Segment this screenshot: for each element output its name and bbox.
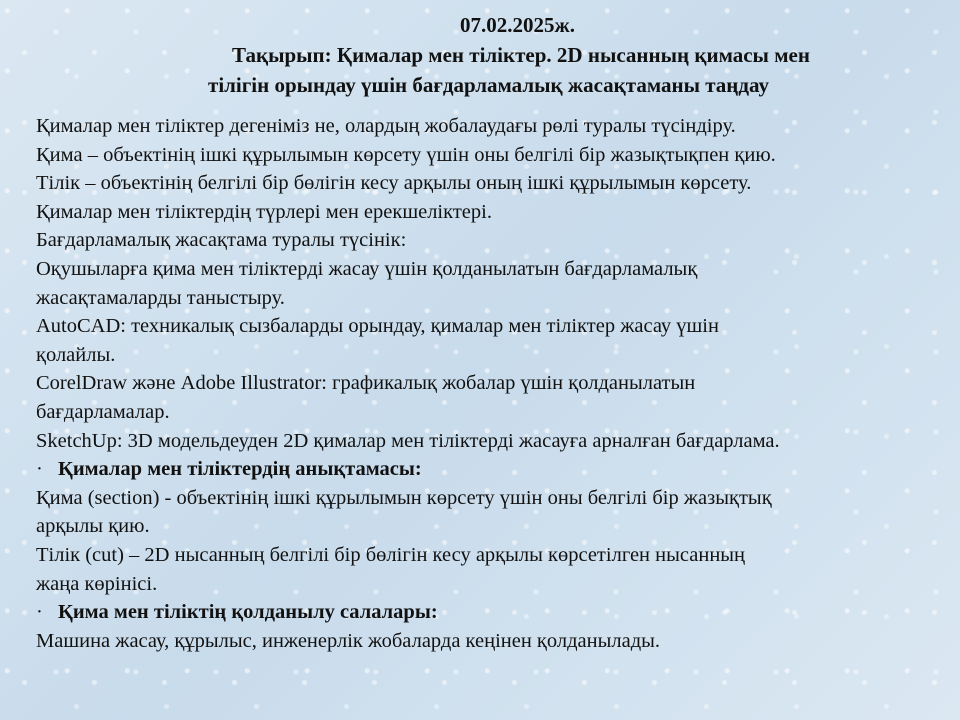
bullet-dot: · (36, 601, 43, 624)
body-line: жасақтамаларды таныстыру. (36, 286, 285, 309)
body-line: Бағдарламалық жасақтама туралы түсінік: (36, 229, 407, 252)
body-line: CorelDraw және Adobe Illustrator: графикалық жобалар үшін қолданылатын (36, 372, 696, 395)
body-line: Тілік – объектінің белгілі бір бөлігін кесу арқылы оның ішкі құрылымын көрсету. (36, 172, 752, 195)
body-line: қолайлы. (36, 343, 116, 366)
bullet-heading-text: Қима мен тіліктің қолданылу салалары: (58, 601, 438, 624)
lesson-title-line-1: Тақырып: Қималар мен тіліктер. 2D нысанның қимасы мен (232, 43, 810, 67)
body-line: Қималар мен тіліктердің түрлері мен ерекшеліктері. (36, 200, 492, 223)
body-line: Машина жасау, құрылыс, инженерлік жобаларда кеңінен қолданылады. (36, 629, 661, 652)
slide-header (0, 10, 960, 100)
body-line: Қималар мен тіліктер дегеніміз не, олардың жобалаудағы рөлі туралы түсіндіру. (36, 115, 736, 137)
body-line: AutoCAD: техникалық сызбаларды орындау, қималар мен тіліктер жасау үшін (36, 315, 719, 338)
body-line: арқылы қию. (36, 515, 150, 538)
body-line: Тілік (cut) – 2D нысанның белгілі бір бөлігін кесу арқылы көрсетілген нысанның (36, 543, 746, 566)
bullet-heading-text: Қималар мен тіліктердің анықтамасы: (58, 458, 422, 481)
lesson-date: 07.02.2025ж. (460, 13, 575, 37)
body-line: SketchUp: 3D модельдеуден 2D қималар мен тіліктерді жасауға арналған бағдарлама. (36, 429, 780, 452)
body-line: бағдарламалар. (36, 400, 170, 423)
body-line: Оқушыларға қима мен тіліктерді жасау үшін қолданылатын бағдарламалық (36, 257, 698, 280)
body-line: Қима – объектінің ішкі құрылымын көрсету үшін оны белгілі бір жазықтықпен қию. (36, 143, 776, 166)
body-line: жаңа көрінісі. (36, 572, 158, 595)
lesson-title-line-2: тілігін орындау үшін бағдарламалық жасақтаманы таңдау (208, 73, 769, 97)
bullet-dot: · (36, 458, 43, 481)
slide-body (36, 112, 936, 655)
bullet-heading-definitions (36, 455, 936, 484)
body-line: Қима (section) - объектінің ішкі құрылымын көрсету үшін оны белгілі бір жазықтық (36, 486, 772, 509)
bullet-heading-applications (36, 598, 936, 627)
